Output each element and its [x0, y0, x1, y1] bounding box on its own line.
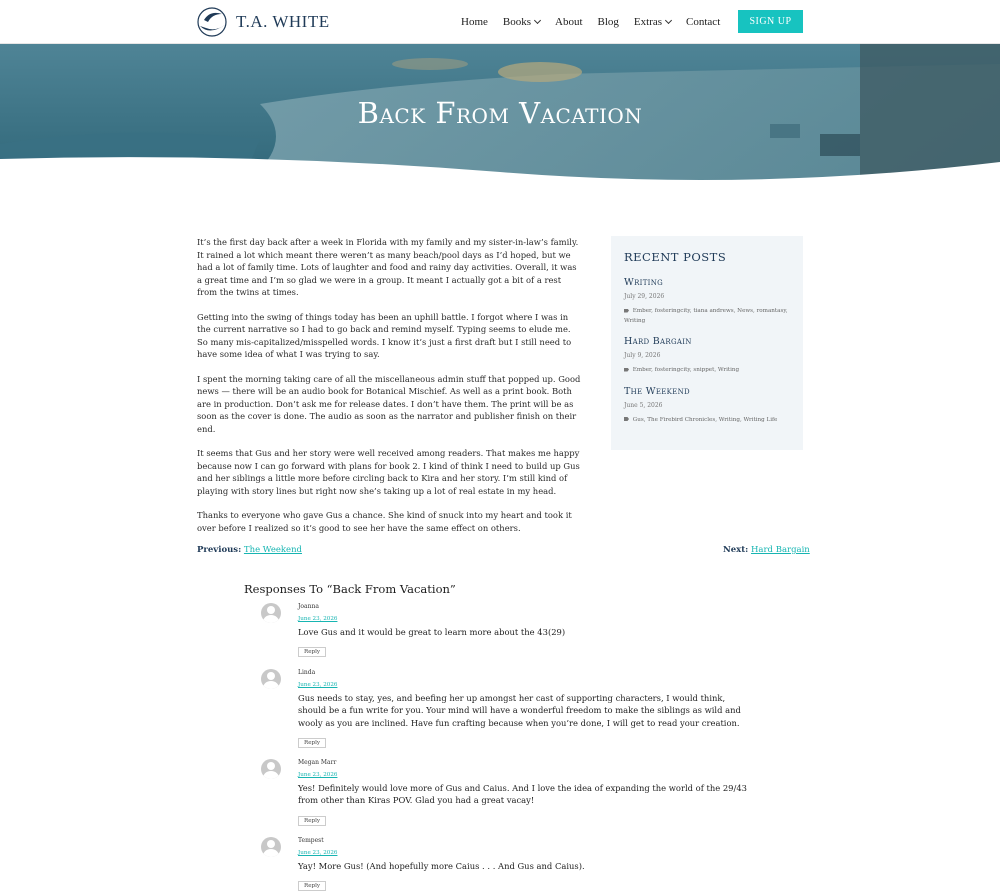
comment-text: Love Gus and it would be great to learn more about the 43(29) [298, 627, 566, 637]
nav-about-label: About [555, 16, 583, 28]
nav-books[interactable] [503, 16, 540, 28]
comment-text: Yes! Definitely would love more of Gus and Caius. And I love the idea of expanding the world of the 29/43 from other than Kiras POV. Glad you had a great vacay! [298, 783, 747, 806]
tag-link[interactable]: Writing Life [743, 416, 778, 423]
recent-post-title[interactable]: Writing [624, 277, 664, 288]
tag-link[interactable]: romantasy, [756, 308, 788, 314]
recent-posts-widget [611, 236, 803, 450]
article-paragraph: It seems that Gus and her story were well received among readers. That makes me happy because now I can go forward with plans for book 2. I kind of think I need to build up Gus and her siblings a little more before circling back to Kira and her story. I’m still kind of playing with story lines but right now she’s taking up a lot of real estate in my head. [197, 448, 580, 496]
chevron-down-icon [534, 17, 541, 24]
tag-icon [624, 368, 629, 372]
article-paragraph: Thanks to everyone who gave Gus a chance. She kind of snuck into my heart and took it over before I realized so it’s good to see her have the same effect on others. [197, 510, 572, 533]
avatar [261, 759, 281, 779]
reply-button[interactable]: Reply [298, 881, 326, 891]
comment-date-link[interactable]: June 23, 2026 [298, 616, 338, 622]
tag-link[interactable]: snippet, [693, 367, 717, 373]
nav-contact-label: Contact [686, 16, 721, 28]
site-logo[interactable] [196, 6, 330, 38]
recent-posts-heading: RECENT POSTS [624, 250, 727, 264]
reply-button[interactable]: Reply [298, 647, 326, 657]
tag-link[interactable]: Writing [717, 367, 740, 373]
article-paragraph: Getting into the swing of things today has been an uphill battle. I forgot where I was in the current narrative so I had to go back and remind myself. Typing seems to elude me. So many mis-capitalized/misspelled words. I know it’s just a first draft but I still need to have some idea of what I was trying to say. [197, 311, 572, 359]
comment-date-link[interactable]: June 23, 2026 [298, 682, 338, 688]
main-nav [461, 0, 735, 44]
avatar [261, 837, 281, 857]
nav-extras[interactable] [634, 16, 671, 28]
recent-post-tags [624, 307, 790, 326]
recent-post-tags [624, 416, 790, 426]
tag-link[interactable]: The Firebird Chronicles, [647, 416, 717, 423]
comment-date-link[interactable]: June 23, 2026 [298, 772, 338, 778]
avatar [261, 603, 281, 623]
previous-post-nav [197, 545, 302, 555]
tag-icon [624, 309, 629, 313]
recent-post [624, 386, 790, 426]
recent-post [624, 336, 790, 376]
nav-about[interactable] [555, 16, 583, 28]
previous-label: Previous: [197, 545, 242, 555]
recent-post-title[interactable]: The Weekend [624, 385, 690, 397]
chevron-down-icon [665, 17, 672, 24]
nav-blog-label: Blog [597, 16, 619, 28]
comment-date-link[interactable]: June 23, 2026 [298, 850, 338, 856]
tag-link[interactable]: Ember, [632, 308, 653, 314]
nav-home[interactable] [461, 16, 488, 28]
recent-post-tags [624, 366, 790, 376]
avatar [261, 669, 281, 689]
previous-post-link[interactable]: The Weekend [243, 545, 302, 555]
comment-author: Joanna [298, 603, 319, 610]
signup-button[interactable]: SIGN UP [738, 10, 803, 33]
recent-post-date: July 9, 2026 [624, 352, 661, 359]
reply-button[interactable]: Reply [298, 816, 326, 826]
nav-contact[interactable] [686, 16, 720, 28]
comment-author: Megan Marr [298, 759, 337, 766]
next-post-nav [723, 545, 810, 555]
tag-link[interactable]: Gus, [632, 416, 646, 423]
tag-link[interactable]: fosteringcity, [654, 308, 692, 314]
recent-post-title[interactable]: Hard Bargain [624, 336, 692, 347]
tag-link[interactable]: News, [737, 308, 755, 314]
hero-banner [0, 44, 1000, 186]
article-paragraph: I spent the morning taking care of all the miscellaneous admin stuff that popped up. Good news — there will be an audio book for Botanical Mischief. As well as a print book. Both are in production. Don’t ask me for release dates. I don’t have them. The print will be as soon as the cover is done. The audio as soon as the narrator and publisher finish on their end. [197, 373, 581, 434]
tag-link[interactable]: Writing [624, 317, 646, 324]
article-body [197, 236, 583, 546]
reply-button[interactable]: Reply [298, 738, 326, 748]
next-label: Next: [723, 545, 749, 555]
logo-icon [196, 6, 230, 38]
comments-title: Responses To “Back From Vacation” [244, 582, 456, 596]
comment-text: Yay! More Gus! (And hopefully more Caius . . . And Gus and Caius). [298, 861, 585, 871]
tag-link[interactable]: fosteringcity, [654, 367, 692, 373]
comment-author: Tempest [298, 837, 324, 844]
nav-blog[interactable] [598, 16, 619, 28]
comment-author: Linda [298, 669, 316, 676]
tag-link[interactable]: Writing, [718, 416, 742, 423]
next-post-link[interactable]: Hard Bargain [751, 545, 810, 555]
page-title: Back From Vacation [357, 96, 643, 130]
comment-text: Gus needs to stay, yes, and beefing her up amongst her cast of supporting characters, I would think, should be a fun write for you. Your mind will have a wonderful freedom to make the siblings as wild and wooly as you are inclined. Have fun crafting because when you’re done, I will get to read your creation. [298, 693, 741, 728]
tag-link[interactable]: tiana andrews, [693, 308, 736, 314]
logo-text: T.A. WHITE [236, 12, 330, 31]
site-header [0, 0, 1000, 44]
nav-books-label: Books [502, 16, 532, 28]
recent-post-date: July 29, 2026 [624, 293, 665, 300]
nav-extras-label: Extras [633, 16, 663, 28]
recent-post [624, 277, 790, 326]
tag-icon [624, 417, 629, 421]
recent-post-date: June 5, 2026 [624, 401, 663, 409]
article-paragraph: It’s the first day back after a week in Florida with my family and my sister-in-law’s family. It rained a lot which meant there weren’t as many beach/pool days as I’d hoped, but we had a lot of family time. Lots of laughter and food and rainy day activities. Overall, it was a great time and I’m so glad we were in a group. It meant I actually got a bit of a rest from the twins at times. [197, 237, 579, 297]
nav-home-label: Home [461, 16, 488, 28]
tag-link[interactable]: Ember, [632, 367, 653, 373]
